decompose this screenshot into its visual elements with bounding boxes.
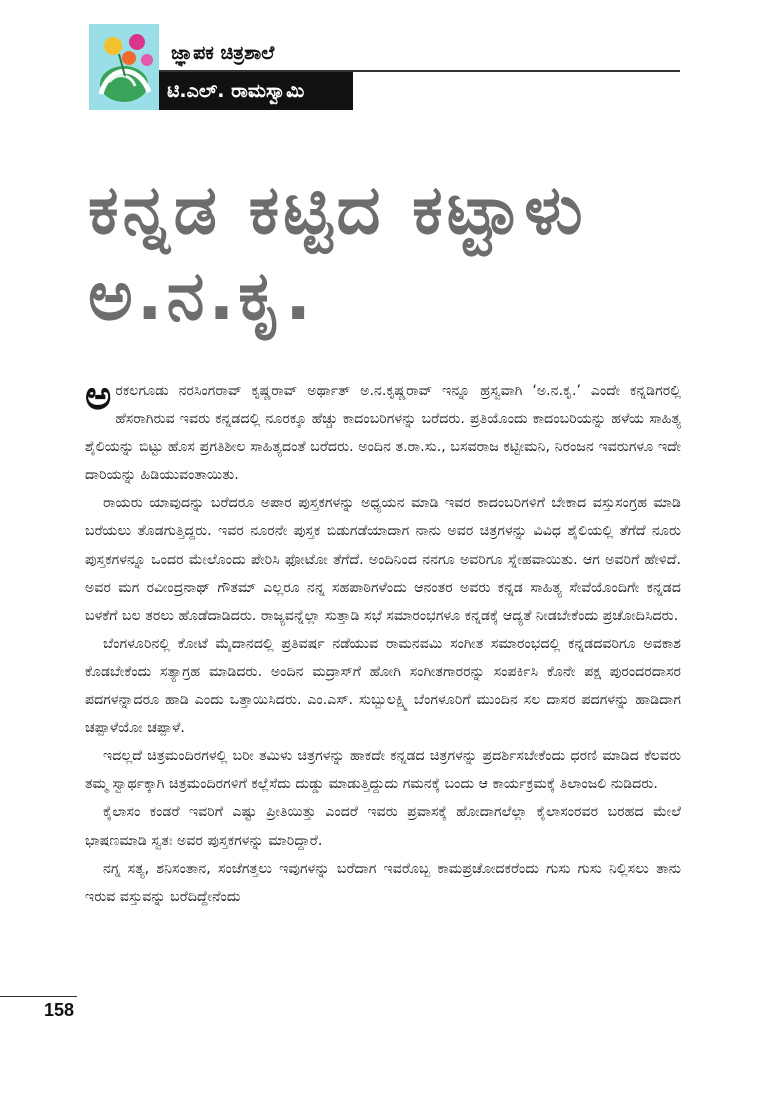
headline-line-2: ಅ.ನ.ಕೃ. bbox=[88, 257, 316, 336]
paragraph: ರಾಯರು ಯಾವುದನ್ನು ಬರೆದರೂ ಅಪಾರ ಪುಸ್ತಕಗಳನ್ನು ಅಧ್ಯಯನ ಮಾಡಿ ಇವರ ಕಾದಂಬರಿಗಳಿಗೆ ಬೇಕಾದ ವಸ್ತುಸಂಗ್ರಹ ಮಾಡಿ ಬರೆಯಲು ತೊಡಗುತ್ತಿದ್ದರು. ಇವರ ನೂರನೇ ಪುಸ್ತಕ ಬಿಡುಗಡೆಯಾದಾಗ ನಾನು ಅವರ ಚಿತ್ರಗಳನ್ನು ವಿವಿಧ ಶೈಲಿಯಲ್ಲಿ ತೆಗೆದೆ ನೂರು ಪುಸ್ತಕಗಳನ್ನೂ ಒಂದರ ಮೇಲೊಂದು ಪೇರಿಸಿ ಫೋಟೋ ತೆಗೆದೆ. ಅಂದಿನಿಂದ ನನಗೂ ಅವರಿಗೂ ಸ್ನೇಹವಾಯಿತು. ಆಗ ಅವರಿಗೆ ಹೇಳಿದೆ. ಅವರ ಮಗ ರವೀಂದ್ರನಾಥ್ ಗೌತಮ್ ಎಲ್ಲರೂ ನನ್ನ ಸಹಪಾಠಿಗಳೆಂದು ಆನಂತರ ಅವರು ಕನ್ನಡ ಸಾಹಿತ್ಯ ಸೇವೆಯೊಂದಿಗೇ ಕನ್ನಡದ ಬಳಕೆಗೆ ಬಲ ತರಲು ಹೊಡೆದಾಡಿದರು. ರಾಜ್ಯವನ್ನೆಲ್ಲಾ ಸುತ್ತಾಡಿ ಸಭೆ ಸಮಾರಂಭಗಳೂ ಕನ್ನಡಕ್ಕೆ ಆದ್ಯತೆ ನೀಡಬೇಕೆಂದು ಪ್ರಚೋದಿಸಿದರು. bbox=[85, 495, 681, 624]
author-name: ಟಿ.ಎಲ್. ರಾಮಸ್ವಾಮಿ bbox=[159, 72, 353, 110]
paragraph: ಕೈಲಾಸಂ ಕಂಡರೆ ಇವರಿಗೆ ಎಷ್ಟು ಪ್ರೀತಿಯಿತ್ತು ಎಂದರೆ ಇವರು ಪ್ರವಾಸಕ್ಕೆ ಹೋದಾಗಲೆಲ್ಲಾ ಕೈಲಾಸಂರವರ ಬರಹದ ಮೇಲೆ ಭಾಷಣಮಾಡಿ ಸ್ವತಃ ಅವರ ಪುಸ್ತಕಗಳನ್ನು ಮಾರಿದ್ದಾರೆ. bbox=[85, 804, 681, 849]
article-body bbox=[85, 373, 681, 911]
page-number: 158 bbox=[44, 1000, 75, 1020]
footer-rule bbox=[0, 996, 77, 997]
paragraph: ಇದಲ್ಲದೆ ಚಿತ್ರಮಂದಿರಗಳಲ್ಲಿ ಬರೀ ತಮಿಳು ಚಿತ್ರಗಳನ್ನು ಹಾಕದೇ ಕನ್ನಡದ ಚಿತ್ರಗಳನ್ನು ಪ್ರದರ್ಶಿಸಬೇಕೆಂದು ಧರಣಿ ಮಾಡಿದ ಕೆಲವರು ತಮ್ಮ ಸ್ವಾರ್ಥಕ್ಕಾಗಿ ಚಿತ್ರಮಂದಿರಗಳಿಗೆ ಕಲ್ಲೆಸೆದು ದುಡ್ಡು ಮಾಡುತ್ತಿದ್ದುದು ಗಮನಕ್ಕೆ ಬಂದು ಆ ಕಾರ್ಯಕ್ರಮಕ್ಕೆ ತಿಲಾಂಜಲಿ ನುಡಿದರು. bbox=[85, 748, 681, 793]
series-logo bbox=[89, 24, 159, 110]
paragraph: ನಗ್ನ ಸತ್ಯ, ಶನಿಸಂತಾನ, ಸಂಜೆಗತ್ತಲು ಇವುಗಳನ್ನು ಬರೆದಾಗ ಇವರೊಬ್ಬ ಕಾಮಪ್ರಚೋದಕರೆಂದು ಗುಸು ಗುಸು ನಿಲ್ಲಿಸಲು ತಾನು ಇರುವ ವಸ್ತುವನ್ನು ಬರೆದಿದ್ದೇನೆಂದು bbox=[85, 860, 681, 905]
flower-icon bbox=[89, 24, 159, 110]
headline-line-1: ಕನ್ನಡ ಕಟ್ಟಿದ ಕಟ್ಟಾಳು bbox=[88, 171, 587, 250]
paragraph bbox=[85, 373, 681, 489]
paragraph-text: ರಕಲಗೂಡು ನರಸಿಂಗರಾವ್ ಕೃಷ್ಣರಾವ್ ಅರ್ಥಾತ್ ಅ.ನ.ಕೃಷ್ಣರಾವ್ ಇನ್ನೂ ಹ್ರಸ್ವವಾಗಿ ‘ಅ.ನ.ಕೃ.’ ಎಂದೇ ಕನ್ನಡಿಗರಲ್ಲಿ ಹೆಸರಾಗಿರುವ ಇವರು ಕನ್ನಡದಲ್ಲಿ ನೂರಕ್ಕೂ ಹೆಚ್ಚು ಕಾದಂಬರಿಗಳನ್ನು ಬರೆದರು. ಪ್ರತಿಯೊಂದು ಕಾದಂಬರಿಯನ್ನು ಹಳೆಯ ಸಾಹಿತ್ಯ ಶೈಲಿಯನ್ನು ಬಿಟ್ಟು ಹೊಸ ಪ್ರಗತಿಶೀಲ ಸಾಹಿತ್ಯದಂತೆ ಬರೆದರು. ಅಂದಿನ ತ.ರಾ.ಸು., ಬಸವರಾಜ ಕಟ್ಟೀಮನಿ, ನಿರಂಜನ ಇವರುಗಳೂ ಇದೇ ದಾರಿಯನ್ನು ಹಿಡಿಯುವಂತಾಯಿತು. bbox=[85, 383, 681, 484]
article-headline bbox=[88, 168, 708, 340]
series-title: ಜ್ಞಾಪಕ ಚಿತ್ರಶಾಲೆ bbox=[171, 42, 275, 64]
drop-cap: ಅ bbox=[85, 373, 112, 419]
paragraph: ಬೆಂಗಳೂರಿನಲ್ಲಿ ಕೋಟೆ ಮೈದಾನದಲ್ಲಿ ಪ್ರತಿವರ್ಷ ನಡೆಯುವ ರಾಮನವಮಿ ಸಂಗೀತ ಸಮಾರಂಭದಲ್ಲಿ ಕನ್ನಡದವರಿಗೂ ಅವಕಾಶ ಕೊಡಬೇಕೆಂದು ಸತ್ಯಾಗ್ರಹ ಮಾಡಿದರು. ಅಂದಿನ ಮದ್ರಾಸ್‌ಗೆ ಹೋಗಿ ಸಂಗೀತಗಾರರನ್ನು ಸಂಪರ್ಕಿಸಿ ಕೊನೇ ಪಕ್ಷ ಪುರಂದರದಾಸರ ಪದಗಳನ್ನಾದರೂ ಹಾಡಿ ಎಂದು ಒತ್ತಾಯಿಸಿದರು. ಎಂ.ಎಸ್. ಸುಬ್ಬುಲಕ್ಷ್ಮಿ ಬೆಂಗಳೂರಿಗೆ ಮುಂದಿನ ಸಲ ದಾಸರ ಪದಗಳನ್ನು ಹಾಡಿದಾಗ ಚಪ್ಪಾಳೆಯೋ ಚಪ್ಪಾಳೆ. bbox=[85, 635, 681, 737]
